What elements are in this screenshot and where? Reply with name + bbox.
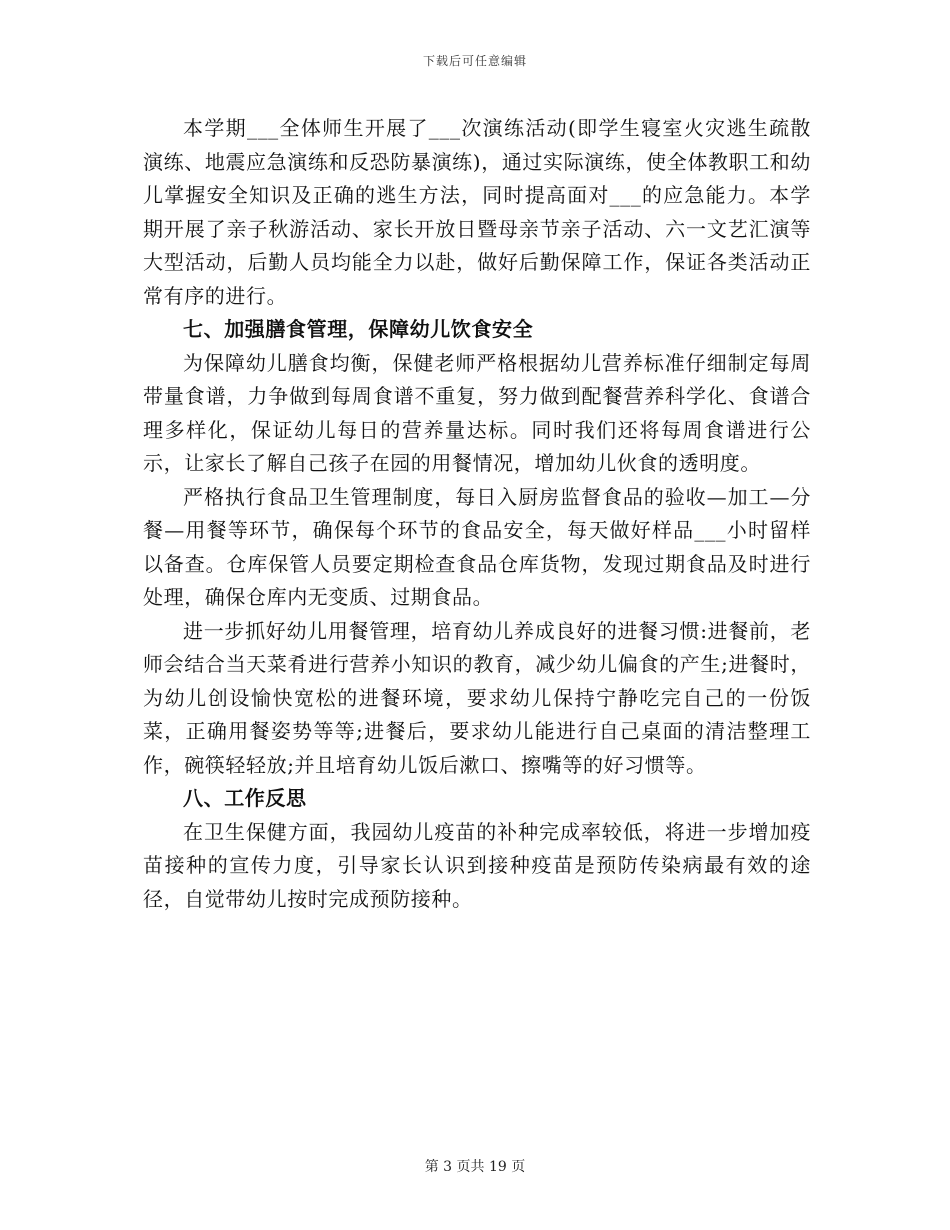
page-number: 第 3 页共 19 页 xyxy=(424,1159,526,1175)
section-heading-diet: 七、加强膳食管理，保障幼儿饮食安全 xyxy=(183,317,534,341)
page-header: 下载后可任意编辑 xyxy=(422,54,527,68)
paragraph-drills: 本学期___全体师生开展了___次演练活动(即学生寝室火灾逃生疏散演练、地震应急演练和反恐防暴演练)，通过实际演练，使全体教职工和幼儿掌握安全知识及正确的逃生方法，同时提高面对___的应急能力。本学期开展了亲子秋游活动、家长开放日暨母亲节亲子活动、六一文艺汇演等大型活动，后勤人员均能全力以赴，做好后勤保障工作，保证各类活动正常有序的进行。 xyxy=(143,116,811,308)
section-heading-reflection: 八、工作反思 xyxy=(183,786,307,810)
paragraph-menu: 为保障幼儿膳食均衡，保健老师严格根据幼儿营养标准仔细制定每周带量食谱，力争做到每周食谱不重复，努力做到配餐营养科学化、食谱合理多样化，保证幼儿每日的营养量达标。同时我们还将每周食谱进行公示，让家长了解自己孩子在园的用餐情况，增加幼儿伙食的透明度。 xyxy=(143,350,811,475)
paragraph-meal-habits: 进一步抓好幼儿用餐管理，培育幼儿养成良好的进餐习惯:进餐前，老师会结合当天菜肴进行营养小知识的教育，减少幼儿偏食的产生;进餐时，为幼儿创设愉快宽松的进餐环境，要求幼儿保持宁静吃完自己的一份饭菜，正确用餐姿势等等;进餐后，要求幼儿能进行自己桌面的清洁整理工作，碗筷轻轻放;并且培育幼儿饭后漱口、擦嘴等的好习惯等。 xyxy=(143,618,811,777)
paragraph-vaccination: 在卫生保健方面，我园幼儿疫苗的补种完成率较低，将进一步增加疫苗接种的宣传力度，引导家长认识到接种疫苗是预防传染病最有效的途径，自觉带幼儿按时完成预防接种。 xyxy=(143,819,811,911)
paragraph-food-hygiene: 严格执行食品卫生管理制度，每日入厨房监督食品的验收—加工—分餐—用餐等环节，确保每个环节的食品安全，每天做好样品___小时留样以备查。仓库保管人员要定期检查食品仓库货物，发现过期食品及时进行处理，确保仓库内无变质、过期食品。 xyxy=(143,484,811,609)
document-body xyxy=(143,112,811,916)
